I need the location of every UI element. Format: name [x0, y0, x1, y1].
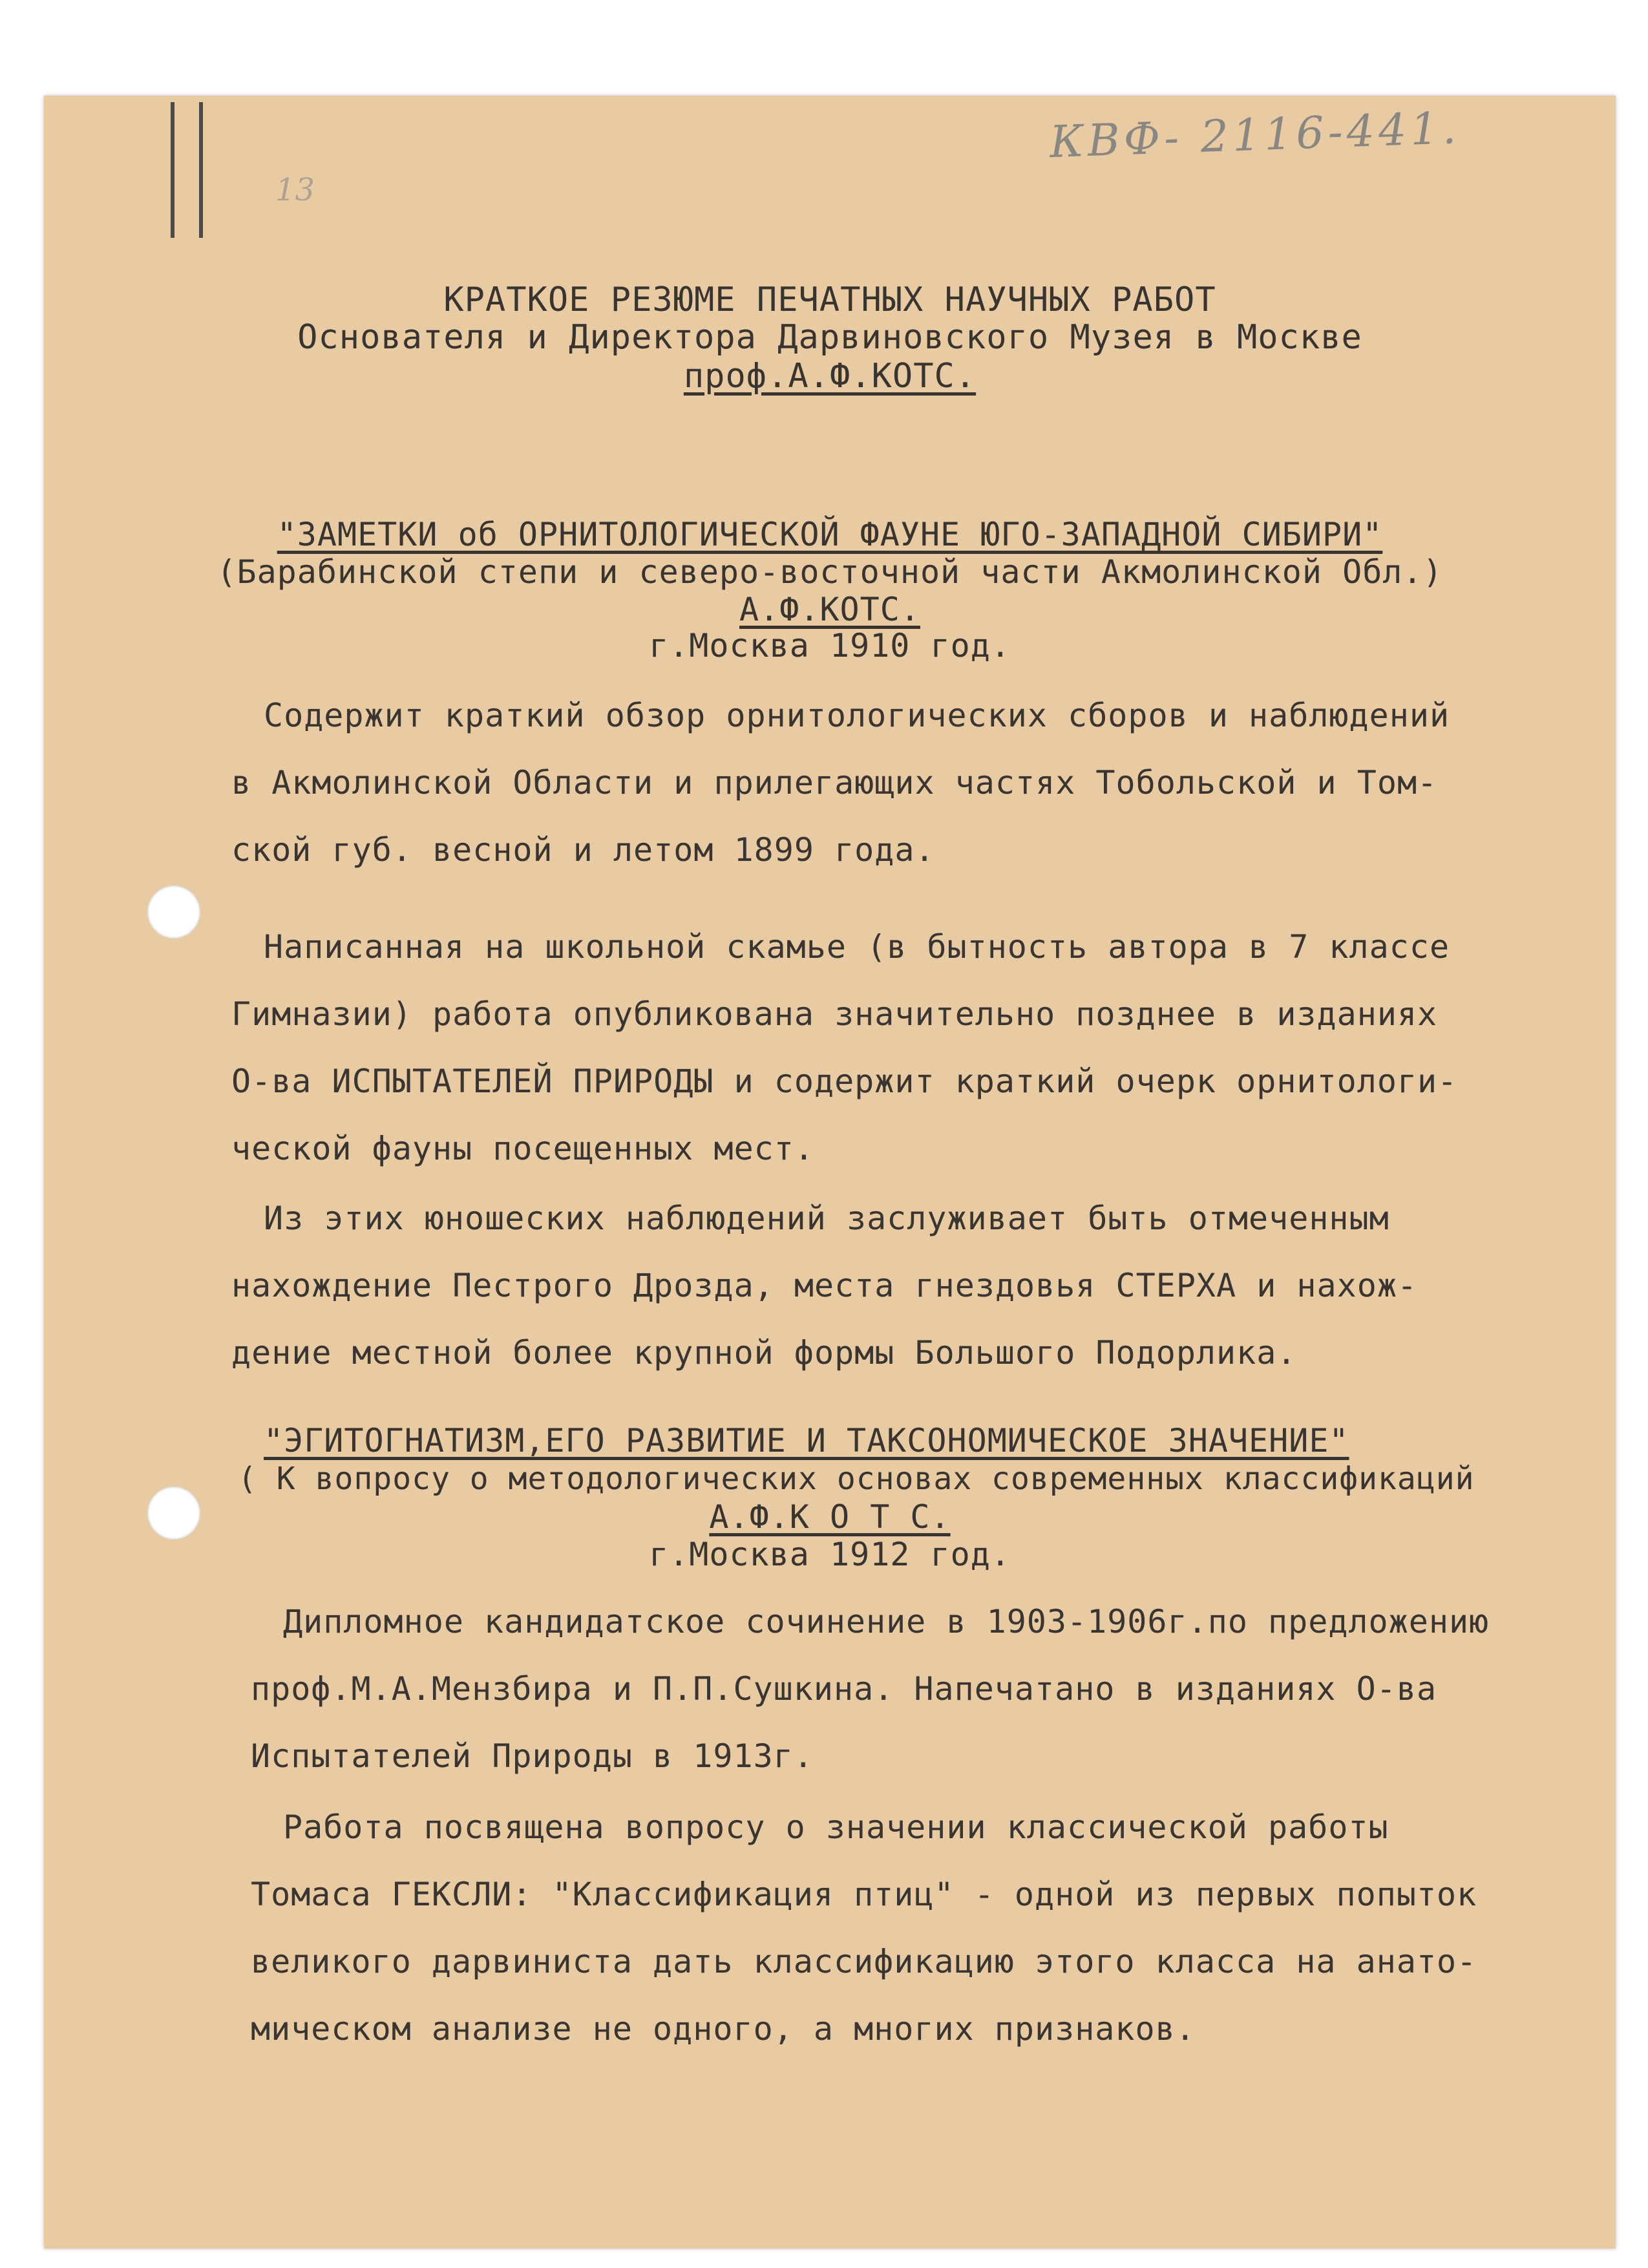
section2-subtitle: ( К вопросу о методологических основах современных классификаций: [238, 1461, 1475, 1497]
s2-p2-line4: мическом анализе не одного, а многих признаков.: [251, 2010, 1196, 2048]
section2-date: г.Москва 1912 год.: [649, 1536, 1011, 1573]
s2-p1-line3: Испытателей Природы в 1913г.: [251, 1737, 814, 1775]
section1-date: г.Москва 1910 год.: [649, 627, 1011, 664]
s2-p2-line2: Томаса ГЕКСЛИ: "Классификация птиц" - одной из первых попыток: [251, 1876, 1477, 1913]
s1-p3-line2: нахождение Пестрого Дрозда, места гнездовья СТЕРХА и нахож-: [231, 1267, 1418, 1304]
section2-author: А.Ф.К О Т С.: [709, 1498, 951, 1536]
header-title: КРАТКОЕ РЕЗЮМЕ ПЕЧАТНЫХ НАУЧНЫХ РАБОТ: [443, 281, 1216, 319]
header-subtitle: Основателя и Директора Дарвиновского Музея в Москве: [297, 318, 1362, 357]
s1-p2-line1: Написанная на школьной скамье (в бытность автора в 7 классе: [264, 928, 1450, 966]
section1-subtitle: (Барабинской степи и северо-восточной части Акмолинской Обл.): [217, 553, 1443, 591]
pencil-page-number: 13: [275, 172, 315, 208]
s2-p2-line1: Работа посвящена вопросу о значении классической работы: [283, 1808, 1389, 1846]
s1-p1-line1: Содержит краткий обзор орнитологических сборов и наблюдений: [264, 697, 1450, 734]
s1-p1-line3: ской губ. весной и летом 1899 года.: [231, 831, 935, 869]
section1-title: "ЗАМЕТКИ об ОРНИТОЛОГИЧЕСКОЙ ФАУНЕ ЮГО-ЗАПАДНОЙ СИБИРИ": [277, 516, 1383, 553]
section2-title: "ЭГИТОГНАТИЗМ,ЕГО РАЗВИТИЕ И ТАКСОНОМИЧЕСКОЕ ЗНАЧЕНИЕ": [264, 1422, 1349, 1459]
document-text: [44, 96, 1616, 2249]
s2-p1-line1: Дипломное кандидатское сочинение в 1903-1906г.по предложению: [283, 1603, 1490, 1640]
s1-p3-line1: Из этих юношеских наблюдений заслуживает быть отмеченным: [264, 1200, 1389, 1237]
s2-p1-line2: проф.М.А.Мензбира и П.П.Сушкина. Напечатано в изданиях О-ва: [251, 1670, 1437, 1708]
s1-p2-line4: ческой фауны посещенных мест.: [231, 1130, 814, 1167]
s1-p2-line3: О-ва ИСПЫТАТЕЛЕЙ ПРИРОДЫ и содержит краткий очерк орнитологи-: [231, 1063, 1458, 1100]
s2-p2-line3: великого дарвиниста дать классификацию этого класса на анато-: [251, 1943, 1477, 1980]
handwritten-archive-number: КВФ- 2116-441.: [1048, 102, 1461, 169]
document-page: [44, 96, 1616, 2249]
s1-p1-line2: в Акмолинской Области и прилегающих частях Тобольской и Том-: [231, 764, 1438, 801]
s1-p3-line3: дение местной более крупной формы Большого Подорлика.: [231, 1334, 1297, 1372]
section1-author: А.Ф.КОТС.: [739, 591, 920, 628]
header-author: проф.А.Ф.КОТС.: [683, 357, 977, 396]
s1-p2-line2: Гимназии) работа опубликована значительно позднее в изданиях: [231, 995, 1438, 1033]
